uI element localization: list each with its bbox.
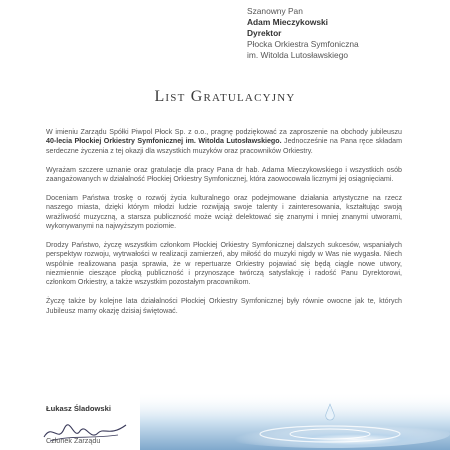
addressee-block [247, 6, 359, 61]
paragraph-4: Drodzy Państwo, życzę wszystkim członkom Płockiej Orkiestry Symfonicznej dalszych sukcesów, wspaniałych perspektyw rozwoju, wytrwałości w realizacji zamierzeń, aby miłość do muzyki nigdy w Was nie wygasła. Niech wspólnie realizowana pasja sprawia, że w repertuarze Orkiestry pojawiać się będą ciągle nowe utwory, niezmiennie cieszące płocką publiczność i przynoszące twórczą satysfakcję i radość Panu Dyrektorowi, członkom Orkiestry, a także wszystkim pozostałym pracownikom. [46, 240, 402, 287]
signer-role: Członek Zarządu [46, 436, 101, 445]
addressee-name: Adam Mieczykowski [247, 17, 328, 27]
signer-name: Łukasz Śladowski [46, 404, 111, 413]
paragraph-1-highlight: 40-lecia Płockiej Orkiestry Symfonicznej im. Witolda Lutosławskiego. [46, 137, 282, 146]
letter-title: List Gratulacyjny [154, 88, 296, 105]
addressee-position: Dyrektor [247, 28, 282, 38]
paragraph-3: Doceniam Państwa troskę o rozwój życia kulturalnego oraz podejmowane działania artystyczne na rzecz naszego miasta, dzięki którym młodzi ludzie rozwijają swoje talenty i zainteresowania, kształtując swoją wrażliwość muzyczną, a starsza publiczność może wciąż delektować się znanymi i mniej znanymi utworami, wykonywanymi na najwyższym poziomie. [46, 193, 402, 231]
addressee-organization-patron: im. Witolda Lutosławskiego [247, 50, 349, 60]
water-drop-decoration [140, 392, 450, 450]
salutation: Szanowny Pan [247, 6, 303, 16]
letter-body [46, 128, 402, 325]
paragraph-1-intro: W imieniu Zarządu Spółki Piwpol Płock Sp. z o.o., pragnę podziękować za zaproszenie na obchody jubileuszu [46, 128, 402, 136]
paragraph-1-rest: Jednocześnie na Pana ręce składam serdeczne życzenia z tej okazji dla wszystkich muzyków oraz pracowników Orkiestry. [46, 137, 402, 155]
paragraph-1 [46, 128, 402, 156]
paragraph-5: Życzę także by kolejne lata działalności Płockiej Orkiestry Symfonicznej były równie owocne jak te, których Jubileusz mamy okazję dzisiaj świętować. [46, 297, 402, 315]
paragraph-2: Wyrażam szczere uznanie oraz gratulacje dla pracy Pana dr hab. Adama Mieczykowskiego i wszystkich osób zaangażowanych w działalność Płockiej Orkiestry Symfonicznej, która zaowocowała licznymi jej osiągnięciami. [46, 165, 402, 184]
addressee-organization: Płocka Orkiestra Symfoniczna [247, 39, 359, 49]
